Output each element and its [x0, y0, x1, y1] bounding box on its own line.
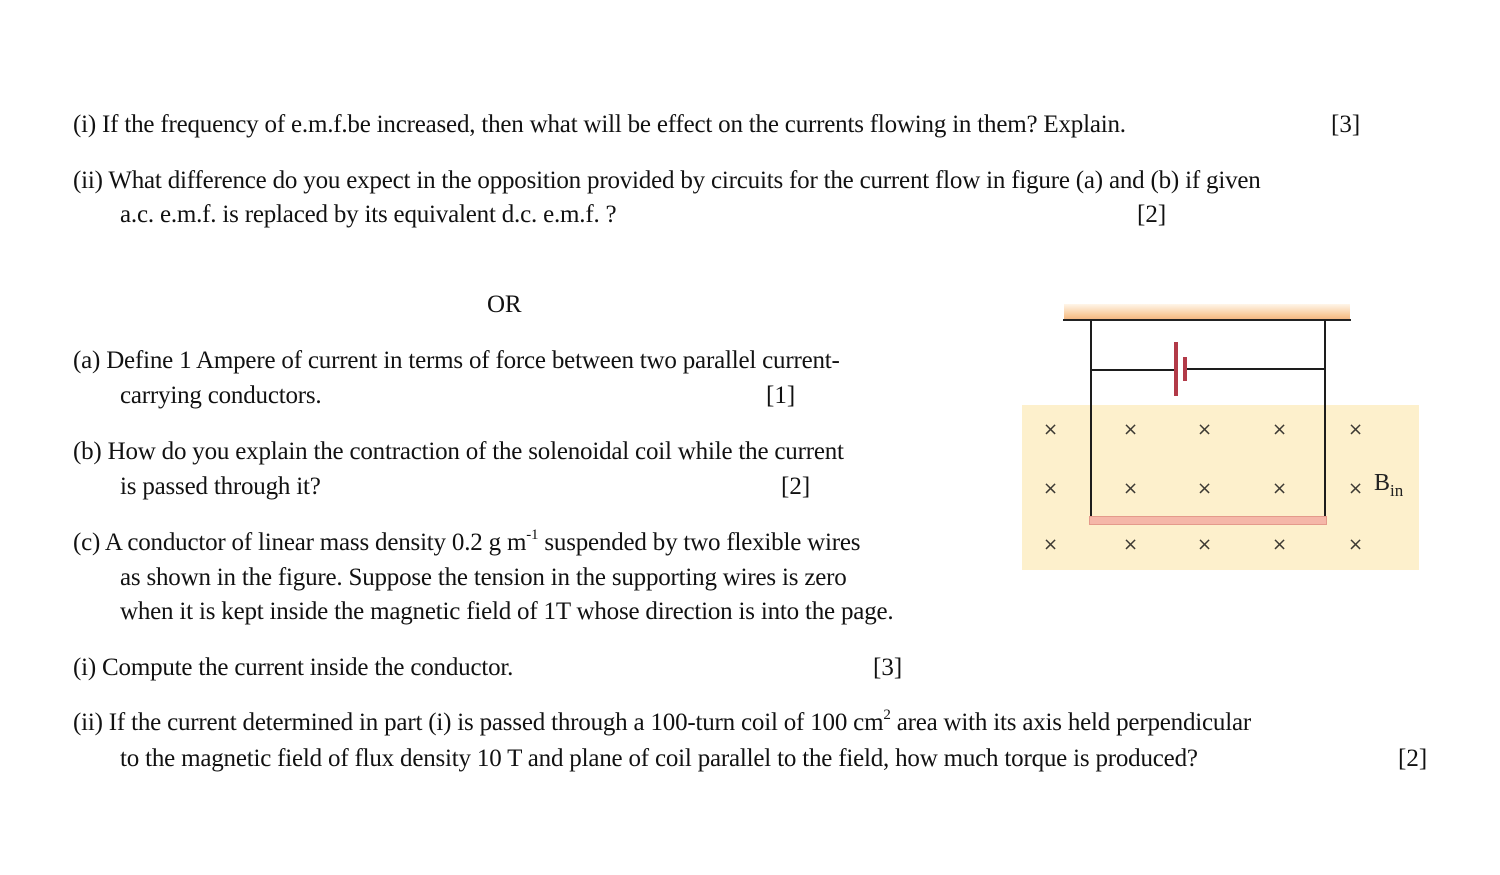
field-label-subscript: in [1390, 481, 1404, 500]
part-c-question-ii-line1 [73, 708, 1251, 738]
part-c-line1-post: suspended by two flexible wires [538, 529, 861, 556]
part-a-line2: carrying conductors. [120, 382, 322, 409]
magnetic-field-label [1374, 470, 1404, 500]
field-label-main: B [1374, 470, 1391, 496]
field-into-page-icon: × [1043, 534, 1059, 555]
field-into-page-icon: × [1272, 419, 1288, 440]
field-into-page-icon: × [1123, 419, 1139, 440]
ceiling-support [1064, 304, 1350, 320]
battery-icon-short-plate [1183, 357, 1187, 381]
field-into-page-icon: × [1272, 534, 1288, 555]
field-into-page-icon: × [1123, 478, 1139, 499]
part-c-question-ii-line1-sup: 2 [883, 707, 891, 723]
question-i-marks: [3] [1331, 111, 1361, 138]
ceiling-edge [1063, 319, 1351, 321]
part-c-line2: as shown in the figure. Suppose the tension in the supporting wires is zero [120, 564, 847, 591]
part-c-line1-pre: (c) A conductor of linear mass density 0.2 g m [73, 529, 527, 556]
part-c-question-ii-line1-pre: (ii) If the current determined in part (i) is passed through a 100-turn coil of 100 cm [73, 709, 884, 736]
or-separator: OR [487, 291, 522, 318]
suspended-conductor-rod [1089, 516, 1327, 525]
question-ii-line1: (ii) What difference do you expect in the opposition provided by circuits for the current flow in figure (a) and (b) if given [73, 167, 1261, 194]
question-i-text: (i) If the frequency of e.m.f.be increased, then what will be effect on the currents flowing in them? Explain. [73, 111, 1126, 138]
part-c-question-ii-line1-post: area with its axis held perpendicular [890, 709, 1251, 736]
field-into-page-icon: × [1197, 419, 1213, 440]
part-a-marks: [1] [766, 382, 796, 409]
field-into-page-icon: × [1272, 478, 1288, 499]
question-ii-marks: [2] [1137, 201, 1167, 228]
field-into-page-icon: × [1197, 478, 1213, 499]
battery-icon-long-plate [1174, 342, 1178, 396]
question-ii-line2: a.c. e.m.f. is replaced by its equivalent d.c. e.m.f. ? [120, 201, 617, 228]
part-c-question-ii-line2: to the magnetic field of flux density 10 T and plane of coil parallel to the field, how much torque is produced? [120, 745, 1198, 772]
circuit-wire-left [1091, 369, 1174, 371]
part-c-question-i-marks: [3] [873, 654, 903, 681]
circuit-wire-right [1187, 368, 1325, 370]
part-b-line2: is passed through it? [120, 473, 321, 500]
part-b-line1: (b) How do you explain the contraction of the solenoidal coil while the current [73, 438, 844, 465]
part-c-question-i: (i) Compute the current inside the conductor. [73, 654, 514, 681]
field-into-page-icon: × [1348, 419, 1364, 440]
field-into-page-icon: × [1043, 478, 1059, 499]
field-into-page-icon: × [1348, 478, 1364, 499]
part-c-question-ii-marks: [2] [1398, 745, 1428, 772]
left-supporting-wire [1090, 320, 1092, 520]
part-c-line1-sup: -1 [526, 527, 539, 543]
part-a-line1: (a) Define 1 Ampere of current in terms of force between two parallel current- [73, 347, 840, 374]
right-supporting-wire [1324, 320, 1326, 520]
field-into-page-icon: × [1123, 534, 1139, 555]
part-c-line3: when it is kept inside the magnetic field of 1T whose direction is into the page. [120, 598, 894, 625]
part-c-line1 [73, 528, 860, 558]
part-b-marks: [2] [781, 473, 811, 500]
field-into-page-icon: × [1043, 419, 1059, 440]
field-into-page-icon: × [1348, 534, 1364, 555]
field-into-page-icon: × [1197, 534, 1213, 555]
